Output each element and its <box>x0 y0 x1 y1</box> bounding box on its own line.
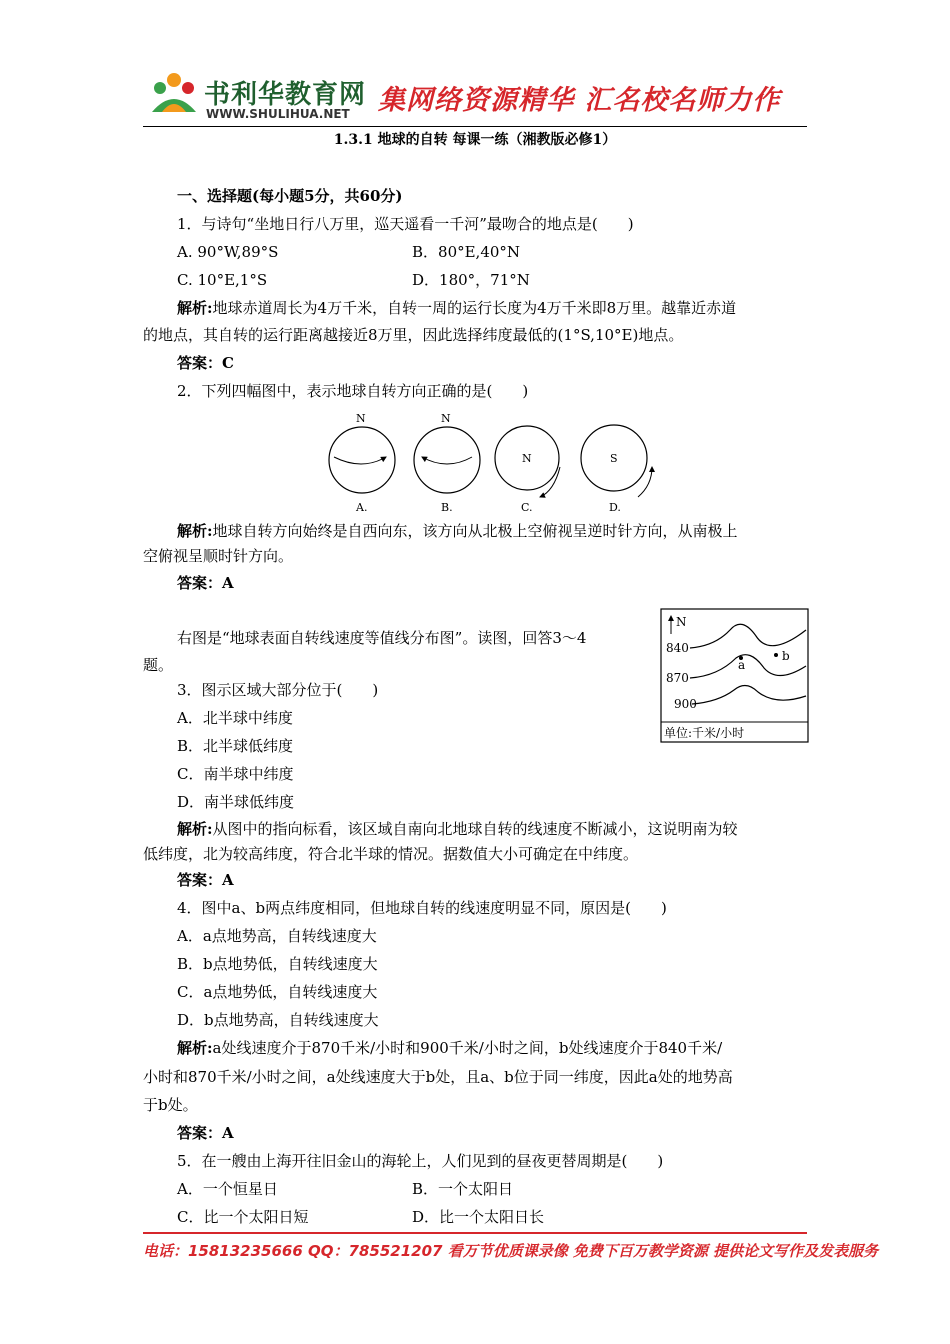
q1-option-c: C. 10°E,1°S <box>177 271 268 289</box>
globe-d-label: D. <box>609 501 621 514</box>
q4-analysis-line2: 小时和870千米/小时之间，a处线速度大于b处，且a、b位于同一纬度，因此a处的地势高 <box>143 1068 733 1086</box>
q5-option-c: C．比一个太阳日短 <box>177 1208 309 1226</box>
q4-option-b: B．b点地势低，自转线速度大 <box>177 955 378 973</box>
q3-option-c: C．南半球中纬度 <box>177 765 294 783</box>
site-name: 书利华教育网 <box>204 80 367 110</box>
point-b-label: b <box>782 649 790 663</box>
globe-a-label: A. <box>356 501 368 514</box>
q1-option-a: A. 90°W,89°S <box>177 243 279 261</box>
q4-answer: 答案：A <box>177 1124 234 1142</box>
globe-b-label: B. <box>441 501 453 514</box>
q4-option-d: D．b点地势高，自转线速度大 <box>177 1011 379 1029</box>
header-rule <box>143 126 807 127</box>
q3-answer: 答案：A <box>177 871 234 889</box>
q3-analysis-line2: 低纬度，北为较高纬度，符合北半球的情况。据数值大小可确定在中纬度。 <box>143 845 639 863</box>
q1-analysis-line1: 解析:地球赤道周长为4万千米，自转一周的运行长度为4万千米即8万里。越靠近赤道 <box>177 299 737 317</box>
q3-option-d: D．南半球低纬度 <box>177 793 295 811</box>
point-b <box>774 653 778 657</box>
point-a-label: a <box>738 658 746 672</box>
q1-option-d: D．180°，71°N <box>412 271 530 289</box>
speed-isoline-map <box>660 608 810 744</box>
q4-option-a: A．a点地势高，自转线速度大 <box>177 927 377 945</box>
globe-c-center: N <box>522 452 532 465</box>
site-url: WWW.SHULIHUA.NET <box>206 107 350 121</box>
q4-option-c: C．a点地势低，自转线速度大 <box>177 983 378 1001</box>
footer-contact: 电话：15813235666 QQ：785521207 看万节优质课录像 免费下百万教学资源 提供论文写作及发表服务 <box>143 1242 879 1260</box>
q1-answer: 答案：C <box>177 354 234 372</box>
globe-d-center: S <box>610 452 618 465</box>
q2-analysis-line1: 解析:地球自转方向始终是自西向东，该方向从北极上空俯视呈逆时针方向，从南极上 <box>177 522 738 540</box>
intro-q3-4-line1: 右图是“地球表面自转线速度等值线分布图”。读图，回答3～4 <box>177 629 587 647</box>
isoline-840-label: 840 <box>666 641 689 655</box>
q4-stem: 4．图中a、b两点纬度相同，但地球自转的线速度明显不同，原因是( ) <box>177 899 667 917</box>
isoline-900-label: 900 <box>674 697 697 711</box>
q5-option-b: B．一个太阳日 <box>412 1180 514 1198</box>
q3-option-a: A．北半球中纬度 <box>177 709 293 727</box>
q2-rotation-figure <box>322 405 662 517</box>
q4-analysis-line3: 于b处。 <box>143 1096 198 1114</box>
analysis-label: 解析: <box>177 299 213 317</box>
doc-title: 1.3.1 地球的自转 每课一练（湘教版必修1） <box>333 132 617 148</box>
q2-answer: 答案：A <box>177 574 234 592</box>
q4-analysis-line1: 解析:a处线速度介于870千米/小时和900千米/小时之间，b处线速度介于840千米/ <box>177 1039 723 1057</box>
header <box>140 60 810 130</box>
q5-option-d: D．比一个太阳日长 <box>412 1208 545 1226</box>
q5-stem: 5．在一艘由上海开往旧金山的海轮上，人们见到的昼夜更替周期是( ) <box>177 1152 664 1170</box>
q3-stem: 3．图示区域大部分位于( ) <box>177 681 379 699</box>
map-unit: 单位:千米/小时 <box>664 726 745 740</box>
q1-stem: 1．与诗句“坐地日行八万里，巡天遥看一千河”最吻合的地点是( ) <box>177 215 634 233</box>
footer-rule <box>143 1232 807 1234</box>
globe-b-top: N <box>441 412 451 425</box>
section-heading: 一、选择题(每小题5分，共60分) <box>177 187 403 205</box>
globe-a-top: N <box>356 412 366 425</box>
globe-b <box>414 427 480 493</box>
q2-analysis-line2: 空俯视呈顺时针方向。 <box>143 547 294 565</box>
q1-option-b: B．80°E,40°N <box>412 243 521 261</box>
isoline-870-label: 870 <box>666 671 689 685</box>
q1-analysis-line2: 的地点，其自转的运行距离越接近8万里，因此选择纬度最低的(1°S,10°E)地点。 <box>143 326 684 344</box>
q3-analysis-line1: 解析:从图中的指向标看，该区域自南向北地球自转的线速度不断减小，这说明南为较 <box>177 820 738 838</box>
logo-icon <box>148 68 200 118</box>
intro-q3-4-line2: 题。 <box>143 656 174 674</box>
globe-a <box>329 427 395 493</box>
q3-option-b: B．北半球低纬度 <box>177 737 294 755</box>
north-label: N <box>676 615 687 629</box>
q2-stem: 2．下列四幅图中，表示地球自转方向正确的是( ) <box>177 382 529 400</box>
q5-option-a: A．一个恒星日 <box>177 1180 278 1198</box>
slogan: 集网络资源精华 汇名校名师力作 <box>378 85 781 116</box>
globe-c-label: C. <box>521 501 533 514</box>
